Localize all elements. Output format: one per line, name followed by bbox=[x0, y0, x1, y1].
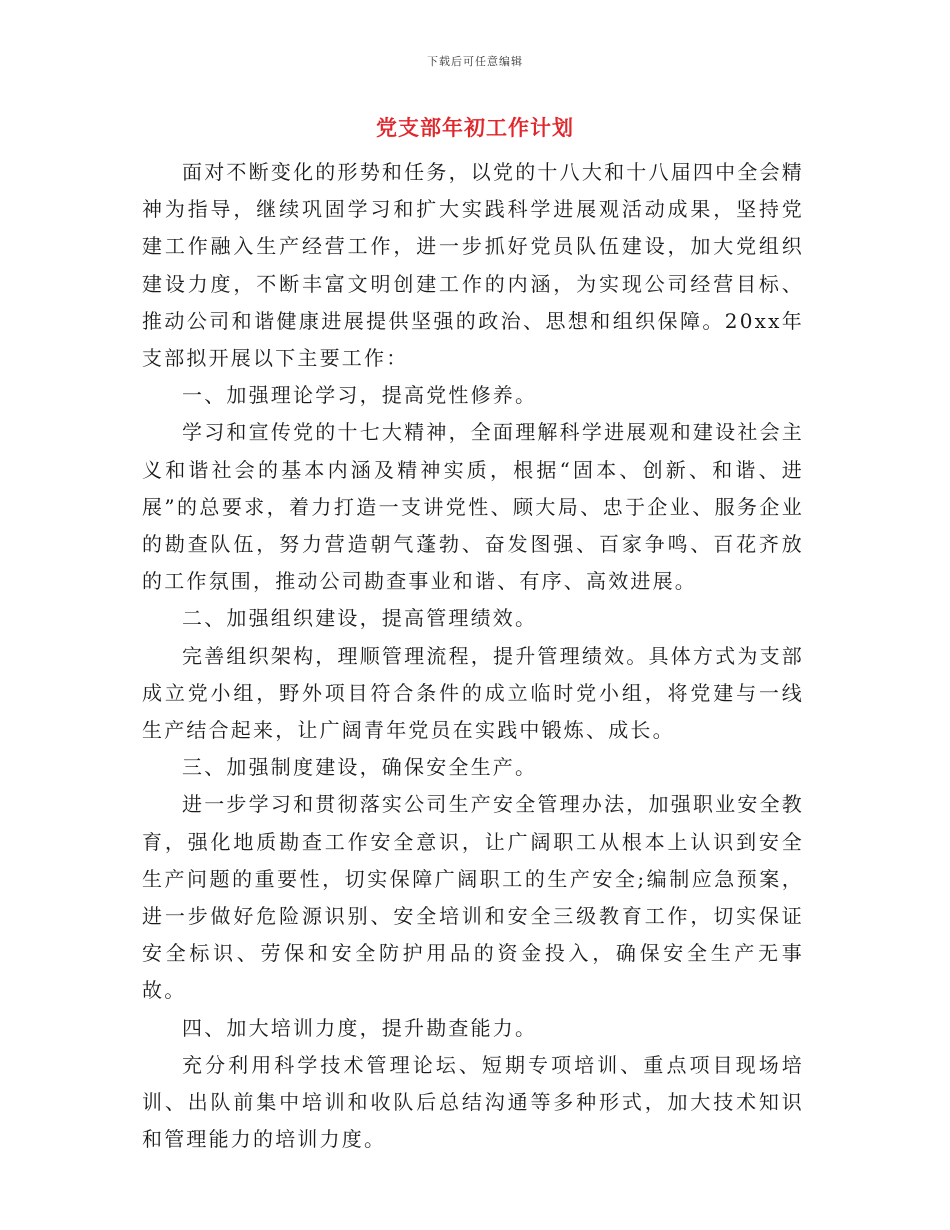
section-heading-4: 四、加大培训力度，提升勘查能力。 bbox=[182, 1015, 538, 1040]
section-heading-3: 三、加强制度建设，确保安全生产。 bbox=[182, 755, 538, 780]
paragraph-intro: 面对不断变化的形势和任务，以党的十八大和十八届四中全会精神为指导，继续巩固学习和扩大实践科学进展观活动成果，坚持党建工作融入生产经营工作，进一步抓好党员队伍建设，加大党组织建设力度，不断丰富文明创建工作的内涵，为实现公司经营目标、推动公司和谐健康进展提供坚强的政治、思想和组织保障。20xx年支部拟开展以下主要工作： bbox=[142, 160, 804, 371]
document-body bbox=[142, 154, 804, 1158]
paragraph-section-2: 完善组织架构，理顺管理流程，提升管理绩效。具体方式为支部成立党小组，野外项目符合条件的成立临时党小组，将党建与一线生产结合起来，让广阔青年党员在实践中锻炼、成长。 bbox=[142, 643, 804, 743]
paragraph-section-1: 学习和宣传党的十七大精神，全面理解科学进展观和建设社会主义和谐社会的基本内涵及精神实质，根据“固本、创新、和谐、进展”的总要求，着力打造一支讲党性、顾大局、忠于企业、服务企业的勘查队伍，努力营造朝气蓬勃、奋发图强、百家争鸣、百花齐放的工作氛围，推动公司勘查事业和谐、有序、高效进展。 bbox=[142, 420, 804, 594]
paragraph-section-3: 进一步学习和贯彻落实公司生产安全管理办法，加强职业安全教育，强化地质勘查工作安全意识，让广阔职工从根本上认识到安全生产问题的重要性，切实保障广阔职工的生产安全;编制应急预案，进一步做好危险源识别、安全培训和安全三级教育工作，切实保证安全标识、劳保和安全防护用品的资金投入，确保安全生产无事故。 bbox=[142, 792, 804, 1003]
paragraph-section-4: 充分利用科学技术管理论坛、短期专项培训、重点项目现场培训、出队前集中培训和收队后总结沟通等多种形式，加大技术知识和管理能力的培训力度。 bbox=[142, 1052, 804, 1152]
document-title: 党支部年初工作计划 bbox=[376, 116, 574, 140]
header-note: 下载后可任意编辑 bbox=[427, 55, 523, 68]
section-heading-2: 二、加强组织建设，提高管理绩效。 bbox=[182, 606, 538, 631]
section-heading-1: 一、加强理论学习，提高党性修养。 bbox=[182, 383, 538, 408]
